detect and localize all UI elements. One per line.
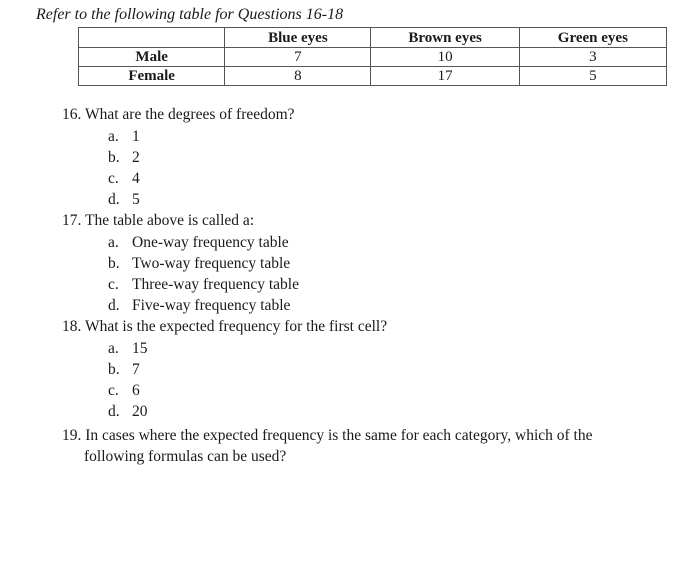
option-16c [108,170,140,188]
header-corner-cell [79,28,225,48]
option-letter: c. [108,276,119,293]
option-17a [108,234,289,252]
option-letter: d. [108,191,120,208]
table-header-row [79,28,667,48]
option-letter: c. [108,170,119,187]
table-row-male [79,48,667,67]
option-17c [108,276,299,294]
option-18b [108,361,140,379]
question-18 [62,318,387,336]
intro-text: Refer to the following table for Questions 16-18 [36,6,344,23]
cell-male-brown: 10 [371,48,519,67]
option-18a [108,340,148,358]
cell-female-blue: 8 [225,67,371,86]
question-text-line1: In cases where the expected frequency is the same for each category, which of the [85,427,593,444]
option-letter: d. [108,403,120,420]
option-18c [108,382,140,400]
row-label-male: Male [79,48,225,67]
option-17b [108,255,290,273]
option-letter: b. [108,149,120,166]
option-text: 2 [132,149,140,166]
option-text: Three-way frequency table [132,276,299,293]
option-letter: a. [108,128,119,145]
option-text: 20 [132,403,148,420]
cell-male-blue: 7 [225,48,371,67]
option-16d [108,191,140,209]
header-blue-eyes: Blue eyes [225,28,371,48]
question-text: What are the degrees of freedom? [84,106,295,123]
option-text: Two-way frequency table [132,255,291,272]
frequency-table [78,27,667,86]
option-17d [108,297,290,315]
option-text: Five-way frequency table [132,297,291,314]
question-text-line2: following formulas can be used? [84,448,287,465]
option-letter: a. [108,234,119,251]
option-text: 6 [132,382,140,399]
cell-female-green: 5 [519,67,666,86]
option-text: 5 [132,191,140,208]
question-17 [62,212,254,230]
option-text: 7 [132,361,140,378]
option-letter: c. [108,382,119,399]
option-text: 15 [132,340,148,357]
option-letter: b. [108,361,120,378]
option-18d [108,403,148,421]
header-green-eyes: Green eyes [519,28,666,48]
table-row-female [79,67,667,86]
question-number: 16. [62,106,82,123]
question-number: 18. [62,318,82,335]
header-brown-eyes: Brown eyes [371,28,519,48]
question-16 [62,106,295,124]
option-text: 1 [132,128,140,145]
cell-female-brown: 17 [371,67,519,86]
option-letter: a. [108,340,119,357]
option-16a [108,128,140,146]
option-16b [108,149,140,167]
row-label-female: Female [79,67,225,86]
question-19 [62,425,622,467]
question-number: 19. [62,427,82,444]
question-text: The table above is called a: [84,212,255,229]
option-text: One-way frequency table [132,234,289,251]
option-letter: b. [108,255,120,272]
question-text: What is the expected frequency for the first cell? [84,318,388,335]
option-letter: d. [108,297,120,314]
option-text: 4 [132,170,140,187]
cell-male-green: 3 [519,48,666,67]
question-number: 17. [62,212,82,229]
